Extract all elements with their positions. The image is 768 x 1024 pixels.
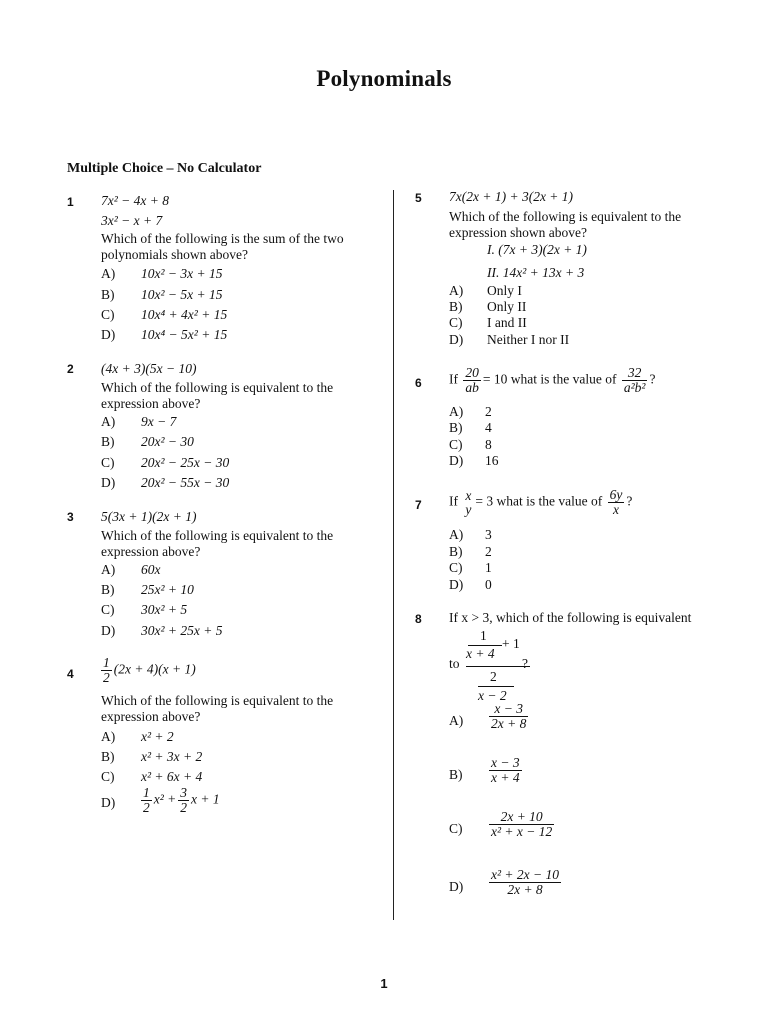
question-prompt-cont: expression above? (101, 396, 201, 411)
option-c-letter: C) (101, 602, 115, 617)
question-prompt-cont: expression above? (101, 709, 201, 724)
roman-item-2: II. 14x² + 13x + 3 (487, 265, 585, 280)
polynomial-2: 3x² − x + 7 (101, 213, 163, 228)
option-d[interactable]: Neither I nor II (487, 332, 570, 347)
option-d[interactable]: $\frac{\text{x² + 2x − 10}}{2x + 8}$ (491, 867, 560, 897)
option-c-letter: C) (101, 307, 115, 322)
question-prompt-cont: expression shown above? (449, 225, 587, 240)
option-c-letter: C) (449, 437, 463, 452)
option-d[interactable]: 10x⁴ − 5x² + 15 (141, 327, 228, 342)
option-c[interactable]: 8 (485, 437, 492, 452)
option-d-letter: D) (449, 332, 464, 347)
fraction: $\frac{32}{\text{a²b²}}$ (623, 365, 646, 395)
question-number: 3 (67, 510, 74, 524)
option-b[interactable]: 2 (485, 544, 492, 559)
question-number: 2 (67, 362, 74, 376)
option-b-letter: B) (101, 749, 115, 764)
option-a-letter: A) (449, 404, 464, 419)
option-b-letter: B) (449, 299, 463, 314)
option-d[interactable]: 30x² + 25x + 5 (141, 623, 223, 638)
option-d[interactable]: 20x² − 55x − 30 (141, 475, 230, 490)
option-d-letter: D) (449, 577, 464, 592)
question-prompt: If x > 3, which of the following is equivalent (449, 610, 692, 625)
option-c[interactable]: 1 (485, 560, 492, 575)
question-number: 7 (415, 498, 422, 512)
option-c[interactable]: 30x² + 5 (141, 602, 188, 617)
column-divider (393, 190, 394, 920)
option-b[interactable]: 4 (485, 420, 492, 435)
option-d[interactable]: 16 (485, 453, 499, 468)
option-b-letter: B) (449, 767, 463, 782)
question-prompt-cont: polynomials shown above? (101, 247, 248, 262)
question-number: 4 (67, 667, 74, 681)
option-a-letter: A) (101, 414, 116, 429)
option-a-letter: A) (101, 266, 116, 281)
option-b[interactable]: Only II (487, 299, 527, 314)
option-c-letter: C) (449, 560, 463, 575)
option-c-letter: C) (101, 455, 115, 470)
complex-fraction: 1 x + 4 + 1 2 x − 2 (466, 628, 530, 707)
option-d[interactable]: $\frac{1}{2}$ x² + $\frac{3}{2}$ x + 1 (143, 785, 220, 815)
option-d-letter: D) (449, 879, 464, 894)
roman-item-1: I. (7x + 3)(2x + 1) (487, 242, 587, 257)
question-mark: ? (522, 656, 528, 671)
question-number: 6 (415, 376, 422, 390)
question-number: 1 (67, 195, 74, 209)
fraction: $\frac{20}{ab}$ (465, 365, 479, 395)
question-prompt: Which of the following is equivalent to the (449, 209, 682, 224)
option-a-letter: A) (101, 562, 116, 577)
fraction-one-half: $\frac{1}{2}$ (103, 655, 110, 685)
option-a[interactable]: 2 (485, 404, 492, 419)
question-prompt: Which of the following is equivalent to the (101, 693, 334, 708)
option-d[interactable]: 0 (485, 577, 492, 592)
option-b[interactable]: x² + 3x + 2 (141, 749, 203, 764)
option-a-letter: A) (449, 527, 464, 542)
option-b[interactable]: 10x² − 5x + 15 (141, 287, 223, 302)
question-prompt: If $\frac{20}{ab}$ = 10 what is the value of $\frac{32}{\text{a²b²}}$ ? (449, 365, 656, 395)
section-heading: Multiple Choice – No Calculator (67, 161, 262, 176)
option-a[interactable]: $\frac{x - 3}{2x + 8}$ (491, 701, 527, 731)
expression: 7x(2x + 1) + 3(2x + 1) (449, 189, 574, 204)
question-prompt: If x y = 3 what is the value of $\frac{6y}{x}$ ? (449, 487, 633, 517)
question-number: 8 (415, 612, 422, 626)
option-c-letter: C) (101, 769, 115, 784)
option-b-letter: B) (449, 420, 463, 435)
option-a-letter: A) (101, 729, 116, 744)
option-a[interactable]: 9x − 7 (141, 414, 177, 429)
question-prompt: Which of the following is equivalent to the (101, 528, 334, 543)
fraction: x y (465, 487, 472, 517)
expression: $\frac{1}{2}$ (2x + 4)(x + 1) (103, 655, 196, 685)
to-label: to (449, 656, 460, 671)
option-d-letter: D) (101, 795, 116, 810)
option-b[interactable]: $\frac{x - 3}{x + 4}$ (491, 755, 520, 785)
option-c[interactable]: 20x² − 25x − 30 (141, 455, 230, 470)
option-a[interactable]: 3 (485, 527, 492, 542)
option-d-letter: D) (101, 475, 116, 490)
page-number: 1 (380, 976, 388, 991)
option-b-letter: B) (101, 582, 115, 597)
option-c[interactable]: $\frac{2x + 10}{\text{x² + x − 12}}$ (491, 809, 553, 839)
question-prompt: Which of the following is the sum of the two (101, 231, 344, 246)
option-d-letter: D) (101, 623, 116, 638)
fraction: $\frac{1}{2}$ (143, 785, 150, 815)
option-c[interactable]: I and II (487, 315, 527, 330)
option-b[interactable]: 25x² + 10 (141, 582, 194, 597)
question-prompt-cont: expression above? (101, 544, 201, 559)
option-c-letter: C) (449, 821, 463, 836)
option-c-letter: C) (449, 315, 463, 330)
option-a[interactable]: Only I (487, 283, 522, 298)
option-d-letter: D) (449, 453, 464, 468)
option-a[interactable]: 60x (141, 562, 161, 577)
option-c[interactable]: x² + 6x + 4 (141, 769, 203, 784)
option-b-letter: B) (101, 434, 115, 449)
question-prompt: Which of the following is equivalent to the (101, 380, 334, 395)
option-b-letter: B) (101, 287, 115, 302)
option-b-letter: B) (449, 544, 463, 559)
option-b[interactable]: 20x² − 30 (141, 434, 194, 449)
option-a-letter: A) (449, 713, 464, 728)
question-number: 5 (415, 191, 422, 205)
polynomial-1: 7x² − 4x + 8 (101, 193, 170, 208)
option-c[interactable]: 10x⁴ + 4x² + 15 (141, 307, 228, 322)
option-a[interactable]: x² + 2 (141, 729, 174, 744)
option-a-letter: A) (449, 283, 464, 298)
page-title: Polynominals (316, 66, 452, 91)
option-d-letter: D) (101, 327, 116, 342)
expression: (4x + 3)(5x − 10) (101, 361, 197, 376)
option-a[interactable]: 10x² − 3x + 15 (141, 266, 223, 281)
fraction: $\frac{6y}{x}$ (609, 487, 623, 517)
expression: 5(3x + 1)(2x + 1) (101, 509, 197, 524)
fraction: $\frac{3}{2}$ (180, 785, 188, 815)
